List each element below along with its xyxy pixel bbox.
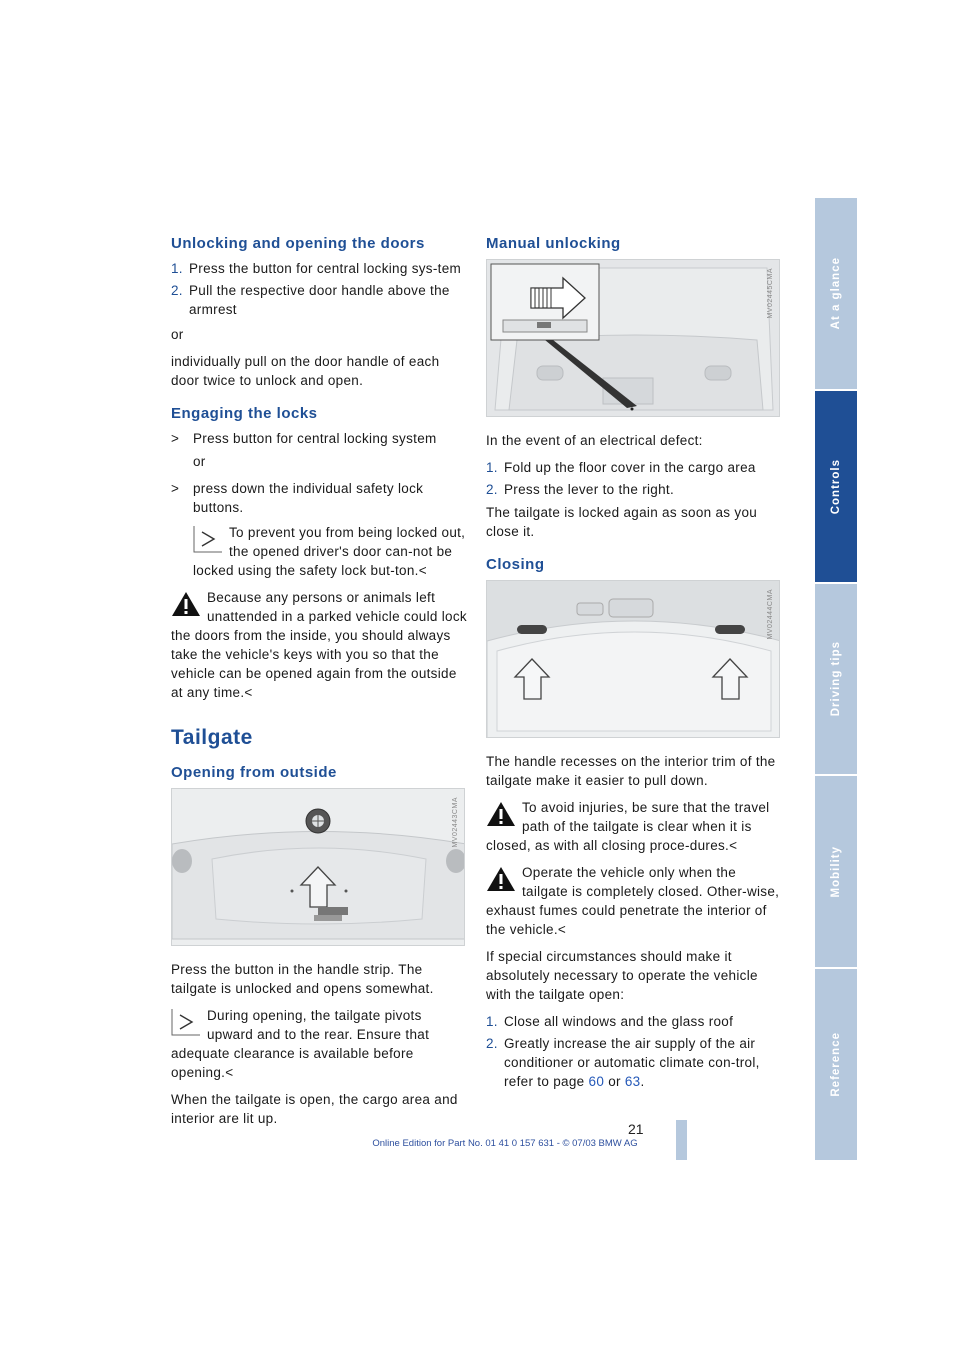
list-number: 2. <box>486 482 498 497</box>
list-number: 1. <box>486 1014 498 1029</box>
paragraph-opening: Press the button in the handle strip. The tailgate is unlocked and opens somewhat. <box>171 962 434 996</box>
note-icon <box>193 525 223 553</box>
note-locked-out <box>171 523 467 580</box>
list-text: Press the lever to the right. <box>504 482 675 497</box>
sidebar-tab-mobility[interactable] <box>815 776 857 967</box>
closing-illustration <box>487 581 780 738</box>
left-column <box>171 228 467 1136</box>
paragraph-or: or <box>171 327 184 342</box>
warning-injury <box>486 798 782 855</box>
list-number: 2. <box>486 1036 498 1051</box>
heading-tailgate: Tailgate <box>171 726 253 749</box>
sidebar-tab-label: Mobility <box>830 845 842 898</box>
page-number: 21 <box>628 1121 644 1137</box>
warning-text: Because any persons or animals left unattended in a parked vehicle could lock the doors from the inside, you should always take the vehicle's keys with you so that the vehicle can be opened again from the outside at any time.< <box>171 590 467 700</box>
bullet-mark: > <box>171 481 180 496</box>
right-column <box>486 228 782 1094</box>
heading-manual-unlocking: Manual unlocking <box>486 235 621 252</box>
page-link-60[interactable]: 60 <box>588 1074 605 1089</box>
paragraph-or: or <box>193 454 206 469</box>
warning-icon <box>486 800 516 828</box>
list-text: Press the button for central locking sys-tem <box>189 261 462 276</box>
bullet-item <box>171 429 467 448</box>
sidebar-tab-label: At a glance <box>830 257 842 330</box>
figure-tailgate-outside <box>171 788 465 946</box>
heading-unlocking: Unlocking and opening the doors <box>171 235 425 252</box>
list-text: Pull the respective door handle above the armrest <box>189 283 450 317</box>
note-icon <box>171 1008 201 1036</box>
list-number: 1. <box>171 261 183 276</box>
paragraph-defect: In the event of an electrical defect: <box>486 433 703 448</box>
sidebar-tab-controls[interactable] <box>815 391 857 582</box>
paragraph-unlock-alt: individually pull on the door handle of each door twice to unlock and open. <box>171 354 440 388</box>
warning-text: To avoid injuries, be sure that the travel path of the tailgate is clear when it is closed, as with all closing proce-dures.< <box>486 800 770 853</box>
list-text-part: or <box>608 1074 621 1089</box>
heading-engaging-locks: Engaging the locks <box>171 405 318 422</box>
paragraph-special: If special circumstances should make it absolutely necessary to operate the vehicle with the tailgate open: <box>486 949 758 1002</box>
list-text: Fold up the floor cover in the cargo area <box>504 460 756 475</box>
list-item <box>486 1012 782 1031</box>
manual-unlocking-illustration <box>487 260 780 417</box>
figure-code: MV02444CMA <box>767 589 774 640</box>
bullet-text: Press button for central locking system <box>193 431 437 446</box>
sidebar-tab-at-a-glance[interactable] <box>815 198 857 389</box>
sidebar-tab-label: Reference <box>830 1032 842 1097</box>
sidebar-tab-reference[interactable] <box>815 969 857 1160</box>
list-item <box>171 259 467 278</box>
sidebar-tab-label: Controls <box>830 458 842 515</box>
note-text: During opening, the tailgate pivots upward and to the rear. Ensure that adequate clearance is available before opening.< <box>171 1008 430 1080</box>
list-text-part: . <box>640 1074 645 1089</box>
list-item <box>486 480 782 499</box>
warning-icon <box>486 865 516 893</box>
list-number: 2. <box>171 283 183 298</box>
bullet-mark: > <box>171 431 180 446</box>
list-number: 1. <box>486 460 498 475</box>
tailgate-outside-illustration <box>172 789 465 946</box>
list-text-part: Greatly increase the air supply of the air conditioner or automatic climate con-trol, refer to page <box>504 1036 760 1089</box>
footer-edition: Online Edition for Part No. 01 41 0 157 631 - © 07/03 BMW AG <box>372 1138 638 1149</box>
figure-manual-unlocking <box>486 259 780 417</box>
bullet-item <box>171 479 467 517</box>
figure-closing <box>486 580 780 738</box>
bullet-text: press down the individual safety lock buttons. <box>193 481 424 515</box>
list-item <box>486 458 782 477</box>
figure-code: MV02443CMA <box>452 797 459 848</box>
list-text: Close all windows and the glass roof <box>504 1014 734 1029</box>
warning-text: Operate the vehicle only when the tailgate is completely closed. Other-wise, exhaust fumes could penetrate the interior of the vehicle.< <box>486 865 780 937</box>
heading-opening-outside: Opening from outside <box>171 764 337 781</box>
note-opening <box>171 1006 467 1082</box>
list-item <box>171 281 467 319</box>
paragraph-handle: The handle recesses on the interior trim of the tailgate make it easier to pull down. <box>486 754 776 788</box>
paragraph-relock: The tailgate is locked again as soon as you close it. <box>486 505 758 539</box>
warning-exhaust <box>486 863 782 939</box>
sidebar-tab-label: Driving tips <box>830 641 842 717</box>
list-text <box>504 1034 782 1091</box>
heading-closing: Closing <box>486 556 545 573</box>
sidebar-tab-driving-tips[interactable] <box>815 584 857 774</box>
warning-persons <box>171 588 467 702</box>
warning-icon <box>171 590 201 618</box>
figure-code: MV02445CMA <box>767 268 774 319</box>
note-text: To prevent you from being locked out, the opened driver's door can-not be locked using the safety lock but-ton.< <box>193 525 466 578</box>
paragraph-lit: When the tailgate is open, the cargo area and interior are lit up. <box>171 1092 458 1126</box>
page-link-63[interactable]: 63 <box>624 1074 641 1089</box>
list-item <box>486 1034 782 1091</box>
